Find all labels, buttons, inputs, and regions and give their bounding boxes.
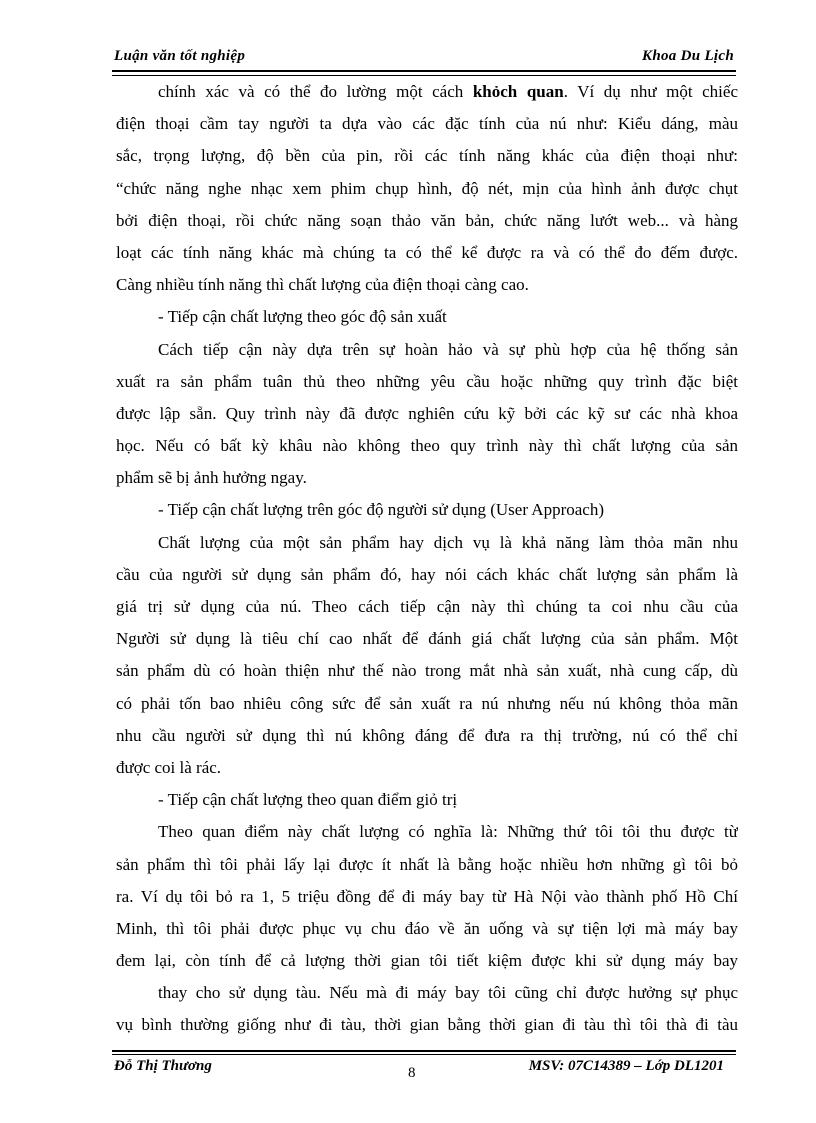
text-line: “chức năng nghe nhạc xem phim chụp hình, độ nét, mịn của hình ảnh được chụt [116, 178, 738, 198]
text-line: Người sử dụng là tiêu chí cao nhất để đánh giá chất lượng của sản phẩm. Một [116, 629, 738, 649]
text-line: phẩm sẽ bị ảnh hưởng ngay. [116, 468, 307, 488]
text-line: có phải tốn bao nhiêu công sức để sản xuất ra nú nhưng nếu nú không thỏa mãn [116, 693, 738, 713]
text-line: sắc, trọng lượng, độ bền của pin, rồi các tính năng khác của điện thoại như: [116, 146, 738, 166]
text-line: được lập sẵn. Quy trình này đã được nghiên cứu kỹ bởi các kỹ sư các nhà khoa [116, 403, 738, 423]
text-line: chính xác và có thể đo lường một cách khỏch quan. Ví dụ như một chiếc [158, 82, 738, 101]
text-line: giá trị sử dụng của nú. Theo cách tiếp cận này thì chúng ta coi nhu cầu của [116, 597, 738, 616]
text-line: Minh, thì tôi phải được phục vụ chu đáo về ăn uống và sự tiện lợi mà máy bay [116, 918, 738, 938]
text-line: Theo quan điểm này chất lượng có nghĩa là: Những thứ tôi tôi thu được từ [158, 822, 738, 842]
text-line: cầu của người sử dụng sản phẩm đó, hay nói cách khác chất lượng sản phẩm là [116, 564, 738, 584]
text-line: sản phẩm dù có hoàn thiện như thế nào trong mắt nhà sản xuất, nhà cung cấp, dù [116, 661, 738, 681]
body-text [116, 76, 738, 1042]
footer-student-id: MSV: 07C14389 – Lớp DL1201 [528, 1058, 724, 1074]
text-line: thay cho sử dụng tàu. Nếu mà đi máy bay tôi cũng chỉ được hưởng sự phục [158, 983, 738, 1003]
text-line: vụ bình thường giống như đi tàu, thời gian bằng thời gian đi tàu thì tôi thà đi tàu [116, 1015, 738, 1035]
text-line: điện thoại cầm tay người ta dựa vào các đặc tính của nú như: Kiểu dáng, màu [116, 114, 738, 134]
footer-author: Đỗ Thị Thương [114, 1058, 212, 1074]
page-number: 8 [408, 1065, 416, 1081]
page-header [112, 48, 736, 72]
text-line: xuất ra sản phẩm tuân thủ theo những yêu cầu hoặc những quy trình đặc biệt [116, 371, 738, 391]
text-line: ra. Ví dụ tôi bỏ ra 1, 5 triệu đồng để đi máy bay từ Hà Nội vào thành phố Hồ Chí [116, 886, 738, 906]
section-heading: - Tiếp cận chất lượng theo góc độ sản xuất [158, 307, 447, 327]
text-line: đem lại, còn tính để cả lượng thời gian tôi tiết kiệm được khi sử dụng máy bay [116, 951, 738, 971]
page-footer [112, 1050, 736, 1080]
text-line: sản phẩm thì tôi phải lấy lại được ít nhất là bằng hoặc nhiều hơn những gì tôi bỏ [116, 854, 738, 874]
section-heading: - Tiếp cận chất lượng trên góc độ người sử dụng (User Approach) [158, 500, 604, 520]
text-line: học. Nếu có bất kỳ khâu nào không theo quy trình này thì chất lượng của sản [116, 436, 738, 456]
text-line: loạt các tính năng khác mà chúng ta có thể kể được ra và có thể đo đếm được. [116, 242, 738, 262]
text-line: Càng nhiều tính năng thì chất lượng của điện thoại càng cao. [116, 275, 529, 295]
text-line: được coi là rác. [116, 757, 222, 777]
footer-rule [112, 1050, 736, 1052]
text-line: Chất lượng của một sản phẩm hay dịch vụ là khả năng làm thỏa mãn nhu [158, 532, 738, 552]
text-line: nhu cầu người sử dụng thì nú không đáng để đưa ra thị trường, nú có thể chỉ [116, 725, 738, 745]
section-heading: - Tiếp cận chất lượng theo quan điểm giỏ trị [158, 790, 458, 810]
footer-rule-thin [112, 1054, 736, 1055]
header-faculty: Khoa Du Lịch [642, 48, 734, 64]
header-thesis-title: Luận văn tốt nghiệp [114, 48, 246, 64]
text-line: Cách tiếp cận này dựa trên sự hoàn hảo và sự phù hợp của hệ thống sản [158, 339, 738, 359]
text-line: bởi điện thoại, rồi chức năng soạn thảo văn bản, chức năng lướt web... và hàng [116, 210, 738, 230]
bold-term: khỏch quan [472, 82, 564, 101]
